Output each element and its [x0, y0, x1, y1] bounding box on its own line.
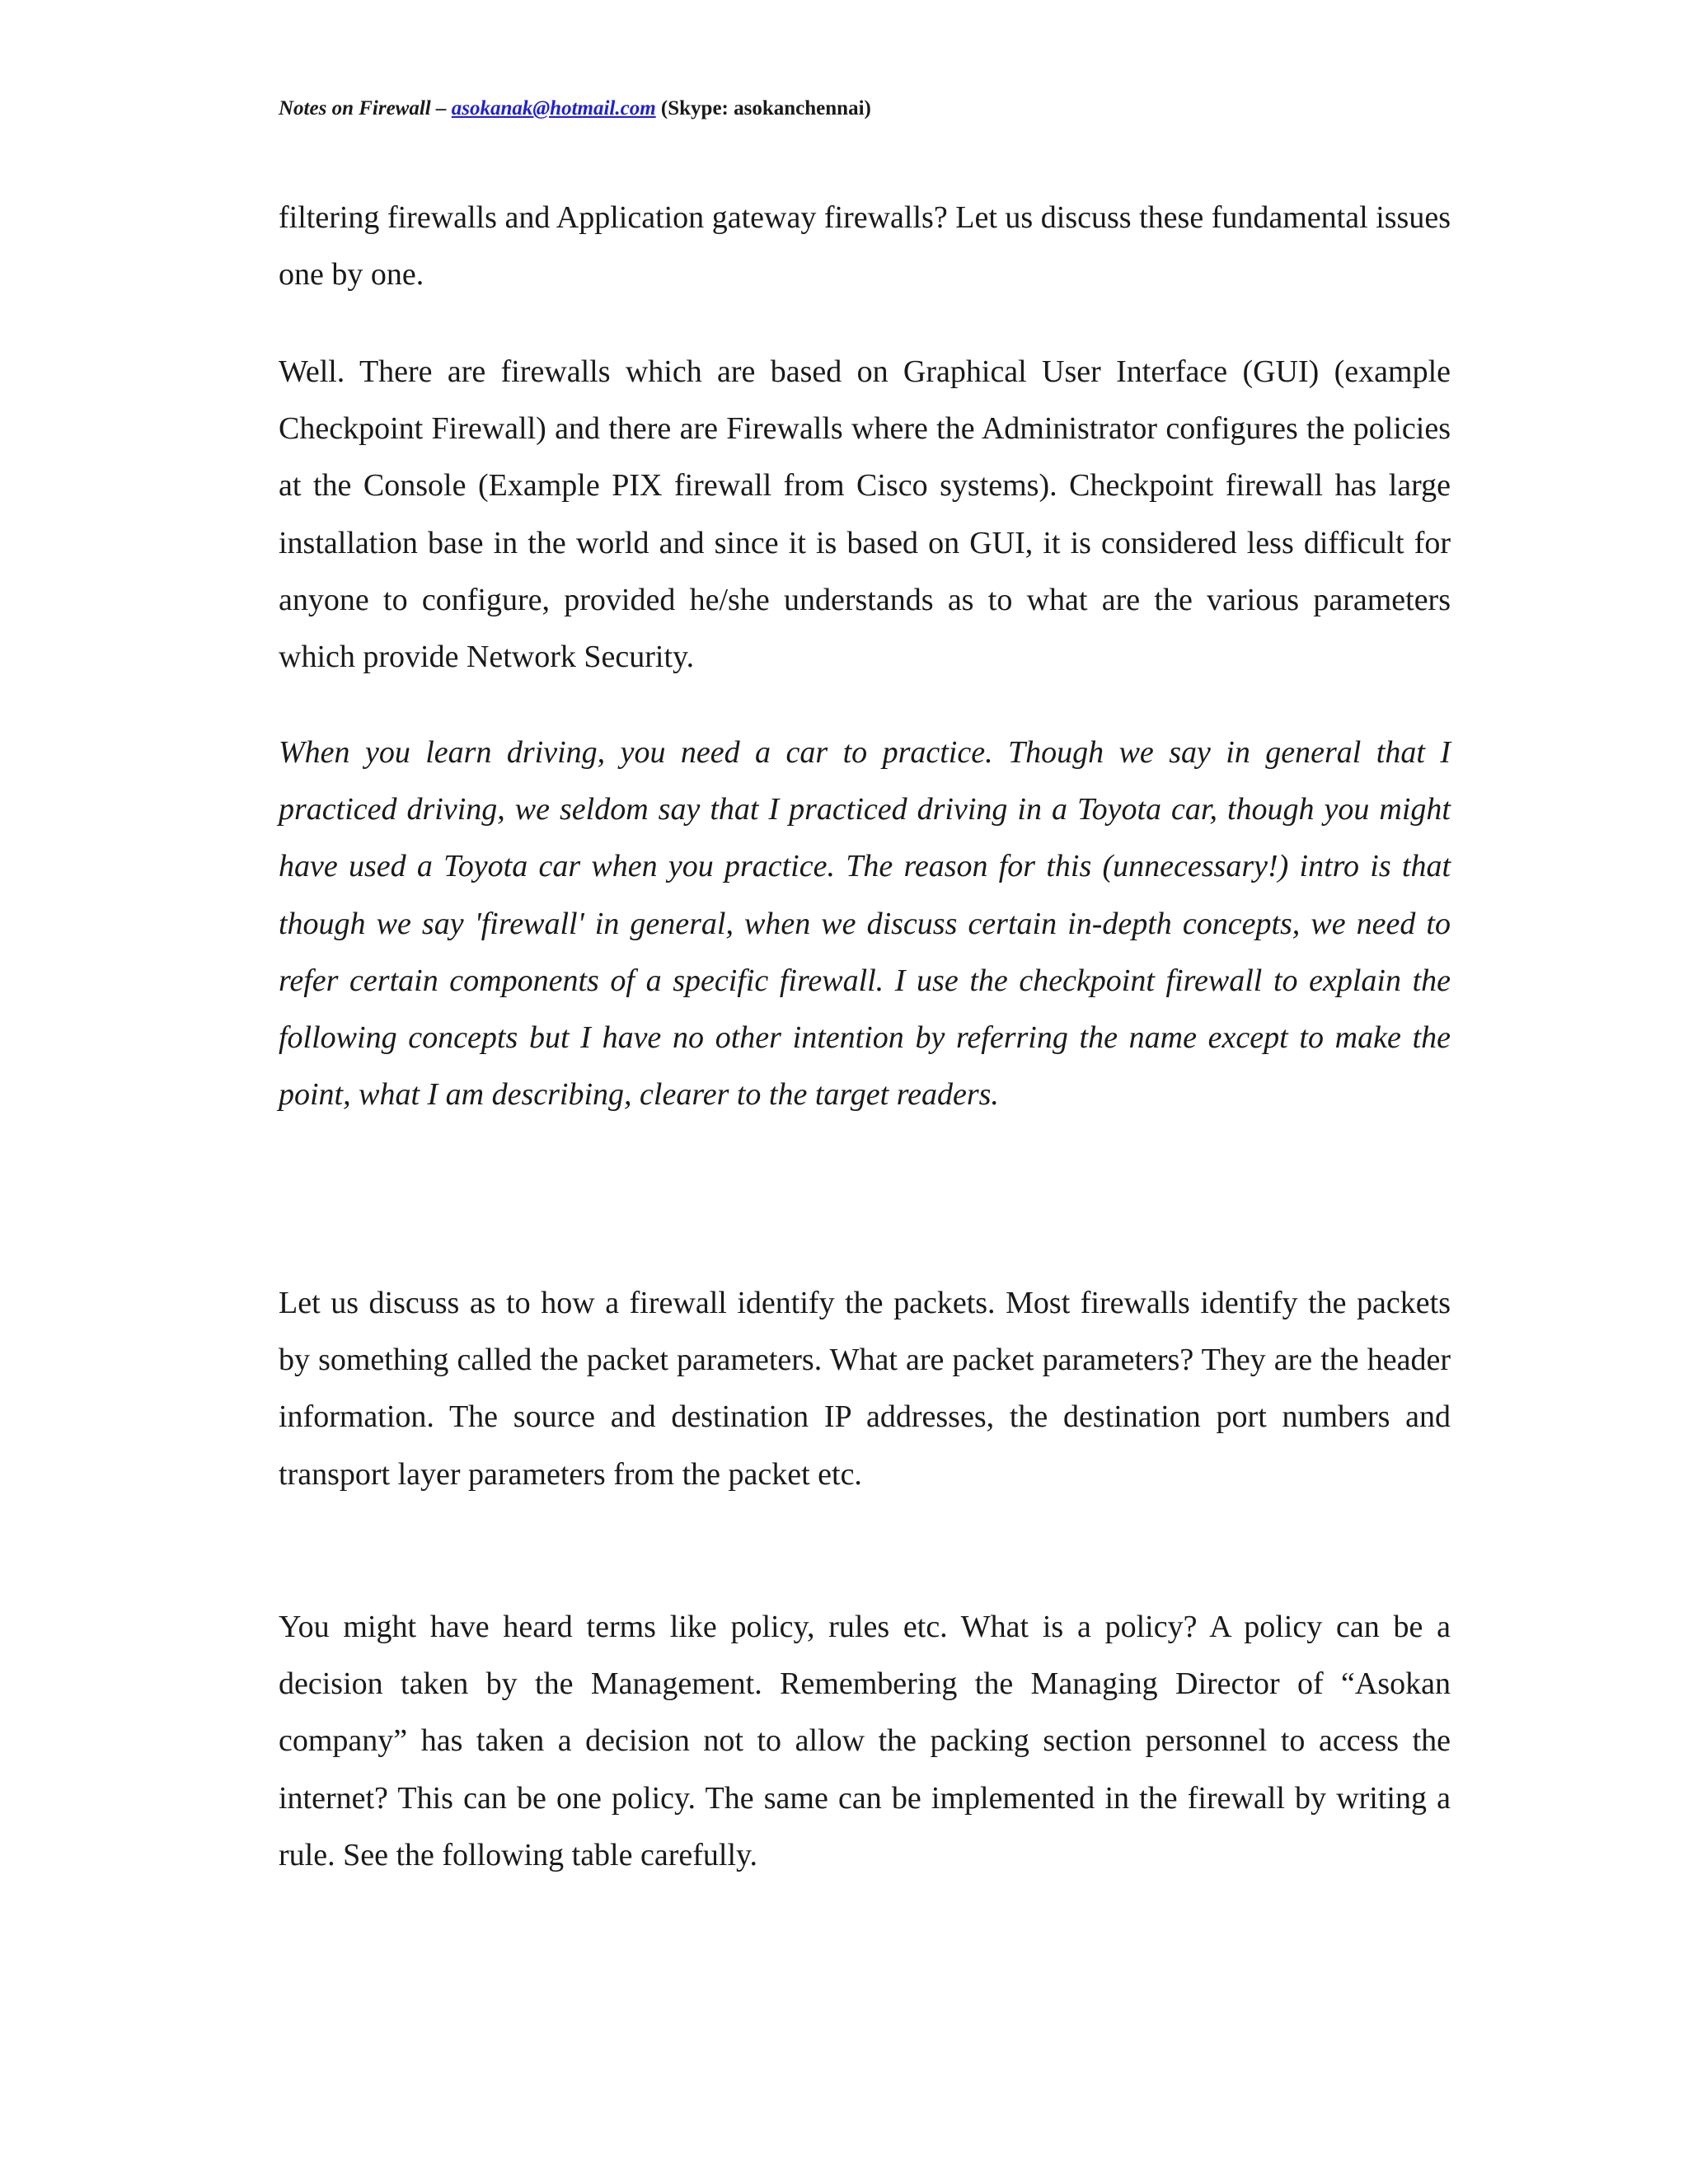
- paragraph-driving-analogy: When you learn driving, you need a car to practice. Though we say in general that I practiced driving, we seldom say that I practiced driving in a Toyota car, though you might have used a Toyota car when you practice. The reason for this (unnecessary!) intro is that though we say 'firewall' in general, when we discuss certain in-depth concepts, we need to refer certain components of a specific firewall. I use the checkpoint firewall to explain the following concepts but I have no other intention by referring the name except to make the point, what I am describing, clearer to the target readers.: [279, 735, 1451, 1113]
- paragraph-intro-continuation: filtering firewalls and Application gateway firewalls? Let us discuss these fundamental issues one by one.: [279, 200, 1451, 293]
- header-title: Notes on Firewall –: [279, 97, 452, 120]
- running-header: [279, 96, 871, 122]
- header-skype: (Skype: asokanchennai): [655, 97, 871, 120]
- paragraph-gui-vs-console: Well. There are firewalls which are based on Graphical User Interface (GUI) (example Checkpoint Firewall) and there are Firewalls where the Administrator configures the policies at the Console (Example PIX firewall from Cisco systems). Checkpoint firewall has large installation base in the world and since it is based on GUI, it is considered less difficult for anyone to configure, provided he/she understands as to what are the various parameters which provide Network Security.: [279, 354, 1451, 675]
- header-email-link[interactable]: asokanak@hotmail.com: [451, 97, 656, 120]
- paragraph-packet-parameters: Let us discuss as to how a firewall identify the packets. Most firewalls identify the packets by something called the packet parameters. What are packet parameters? They are the header information. The source and destination IP addresses, the destination port numbers and transport layer parameters from the packet etc.: [279, 1286, 1451, 1492]
- paragraph-policy-rules: You might have heard terms like policy, rules etc. What is a policy? A policy can be a decision taken by the Management. Remembering the Managing Director of “Asokan company” has taken a decision not to allow the packing section personnel to access the internet? This can be one policy. The same can be implemented in the firewall by writing a rule. See the following table carefully.: [279, 1610, 1451, 1872]
